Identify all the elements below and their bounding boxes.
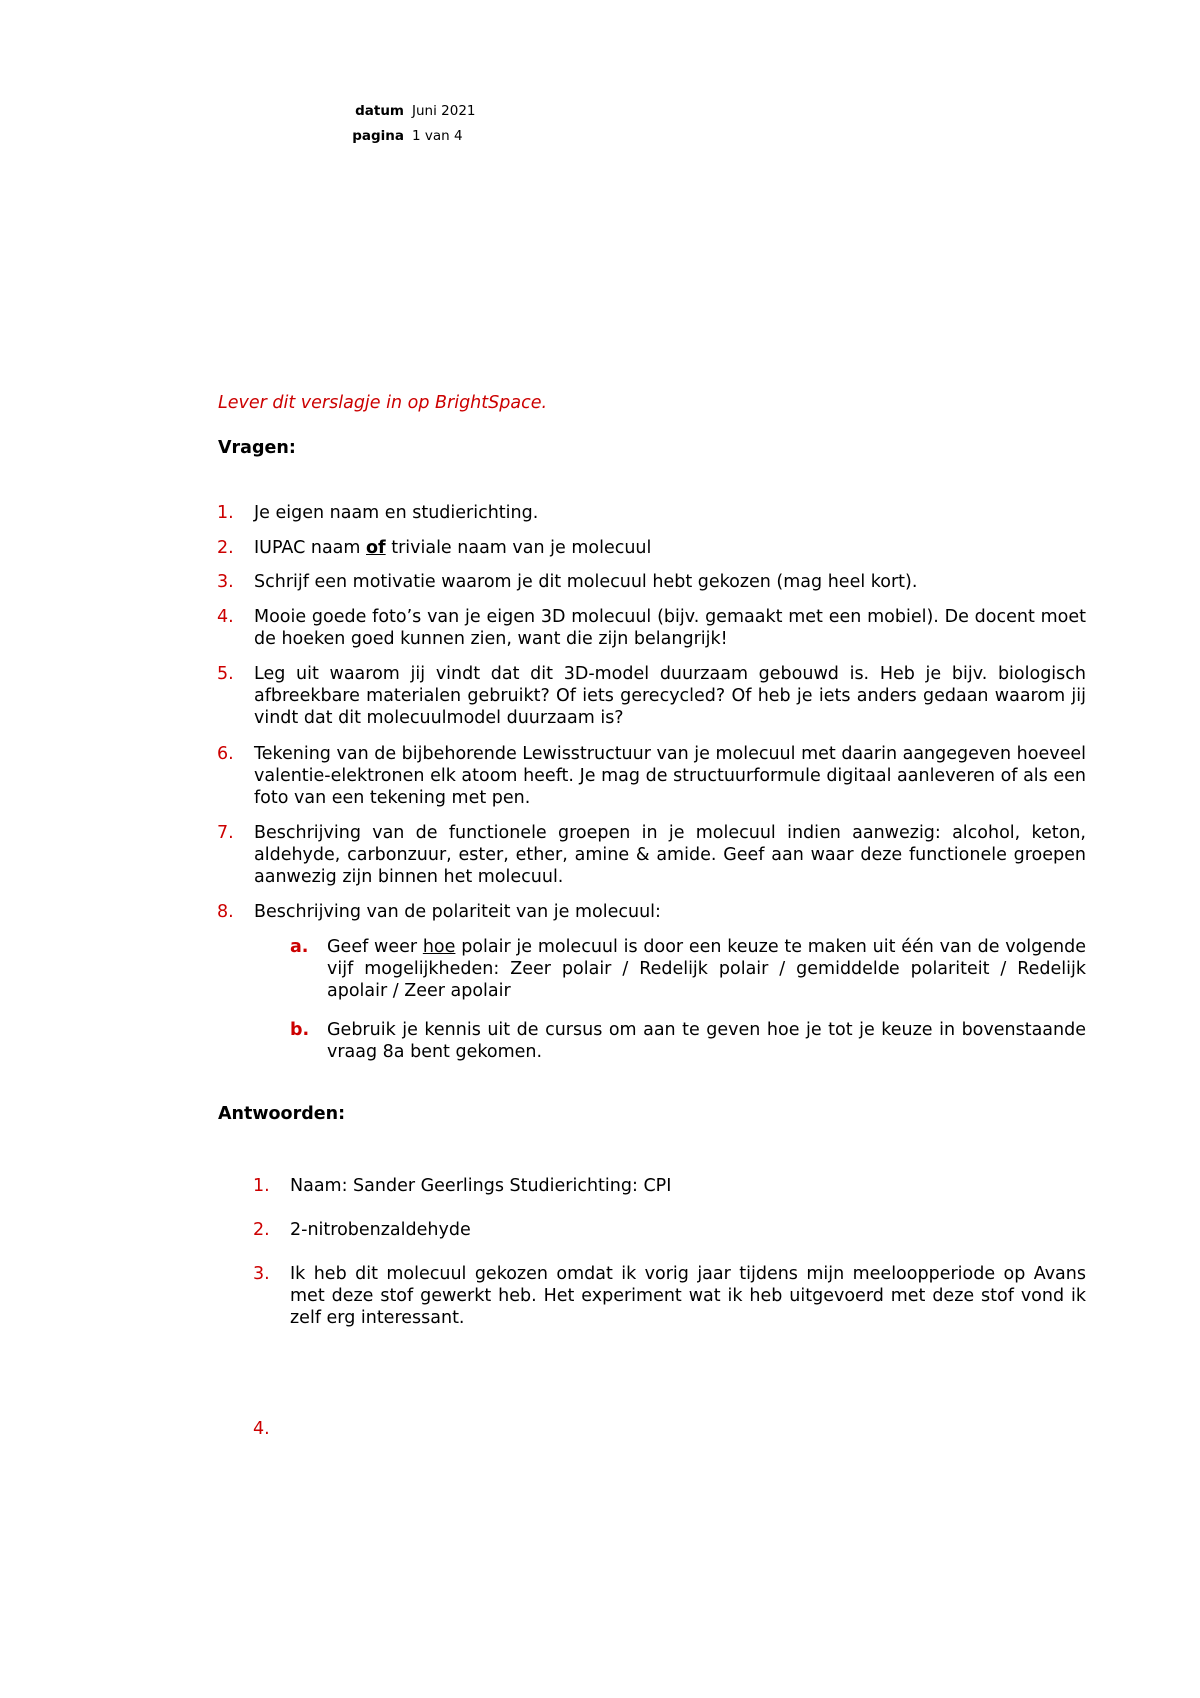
question-text-part: triviale naam van je molecuul (385, 538, 652, 558)
answer-number: 3. (253, 1264, 270, 1284)
answer-text: 2-nitrobenzaldehyde (290, 1220, 471, 1240)
subquestion-text: Gebruik je kennis uit de cursus om aan te geven hoe je tot je keuze in bovenstaande vraag 8a bent gekomen. (327, 1020, 1086, 1062)
question-number: 7. (217, 823, 234, 843)
emphasized-word: of (366, 538, 386, 558)
question-text: Beschrijving van de polariteit van je molecuul: (254, 902, 661, 922)
question-item (217, 537, 1086, 559)
answer-number: 1. (253, 1176, 270, 1196)
page-label: pagina (352, 128, 404, 144)
answer-item (253, 1219, 1086, 1241)
answer-text: Ik heb dit molecuul gekozen omdat ik vorig jaar tijdens mijn meeloopperiode op Avans met deze stof gewerkt heb. Het experiment wat ik heb uitgevoerd met deze stof vond ik zelf erg interessant. (290, 1264, 1086, 1328)
question-text: Beschrijving van de functionele groepen in je molecuul indien aanwezig: alcohol, keton, aldehyde, carbonzuur, ester, ether, amine & amide. Geef aan waar deze functionele groepen aanwezig zijn binnen het molecuul. (254, 823, 1086, 887)
date-value: Juni 2021 (412, 103, 476, 119)
questions-heading: Vragen: (218, 438, 296, 458)
subquestion-letter: b. (290, 1020, 310, 1040)
page-value: 1 van 4 (412, 128, 463, 144)
question-number: 3. (217, 572, 234, 592)
answer-item (253, 1263, 1086, 1329)
subquestion-letter: a. (290, 937, 309, 957)
answer-number: 2. (253, 1220, 270, 1240)
question-text: Mooie goede foto’s van je eigen 3D molecuul (bijv. gemaakt met een mobiel). De docent moet de hoeken goed kunnen zien, want die zijn belangrijk! (254, 607, 1086, 649)
question-number: 4. (217, 607, 234, 627)
question-number: 8. (217, 902, 234, 922)
question-text-part: IUPAC naam (254, 538, 366, 558)
question-item (217, 606, 1086, 650)
question-item (217, 901, 1086, 923)
underlined-word: hoe (422, 937, 456, 957)
answer-item (253, 1175, 1086, 1197)
question-item (217, 502, 1086, 524)
subquestion-text-part: Geef weer (327, 937, 423, 957)
question-text: Tekening van de bijbehorende Lewisstructuur van je molecuul met daarin aangegeven hoeveel valentie-elektronen elk atoom heeft. Je mag de structuurformule digitaal aanleveren of als een foto van een tekening met pen. (254, 744, 1086, 808)
intro-instruction: Lever dit verslagje in op BrightSpace. (218, 393, 548, 413)
question-text (254, 537, 1086, 559)
question-text: Leg uit waarom jij vindt dat dit 3D-model duurzaam gebouwd is. Heb je bijv. biologisch afbreekbare materialen gebruikt? Of iets gerecycled? Of heb je iets anders gedaan waarom jij vindt dat dit molecuulmodel duurzaam is? (254, 664, 1086, 728)
question-item (217, 743, 1086, 809)
question-number: 2. (217, 538, 234, 558)
answer-text: Naam: Sander Geerlings Studierichting: CPI (290, 1176, 672, 1196)
question-item (217, 822, 1086, 888)
question-text: Schrijf een motivatie waarom je dit molecuul hebt gekozen (mag heel kort). (254, 572, 918, 592)
answer-number: 4. (253, 1419, 270, 1439)
subquestion-item (290, 1019, 1086, 1063)
question-number: 5. (217, 664, 234, 684)
question-item (217, 571, 1086, 593)
question-number: 1. (217, 503, 234, 523)
subquestion-item (290, 936, 1086, 1002)
subquestion-text-part: polair je molecuul is door een keuze te maken uit één van de volgende vijf mogelijkheden: Zeer polair / Redelijk polair / gemiddelde polariteit / Redelijk apolair / Zeer apolair (327, 937, 1086, 1001)
question-item (217, 663, 1086, 729)
subquestion-text (327, 936, 1086, 1002)
question-number: 6. (217, 744, 234, 764)
question-text: Je eigen naam en studierichting. (254, 503, 539, 523)
answers-heading: Antwoorden: (218, 1104, 346, 1124)
date-label: datum (355, 103, 404, 119)
